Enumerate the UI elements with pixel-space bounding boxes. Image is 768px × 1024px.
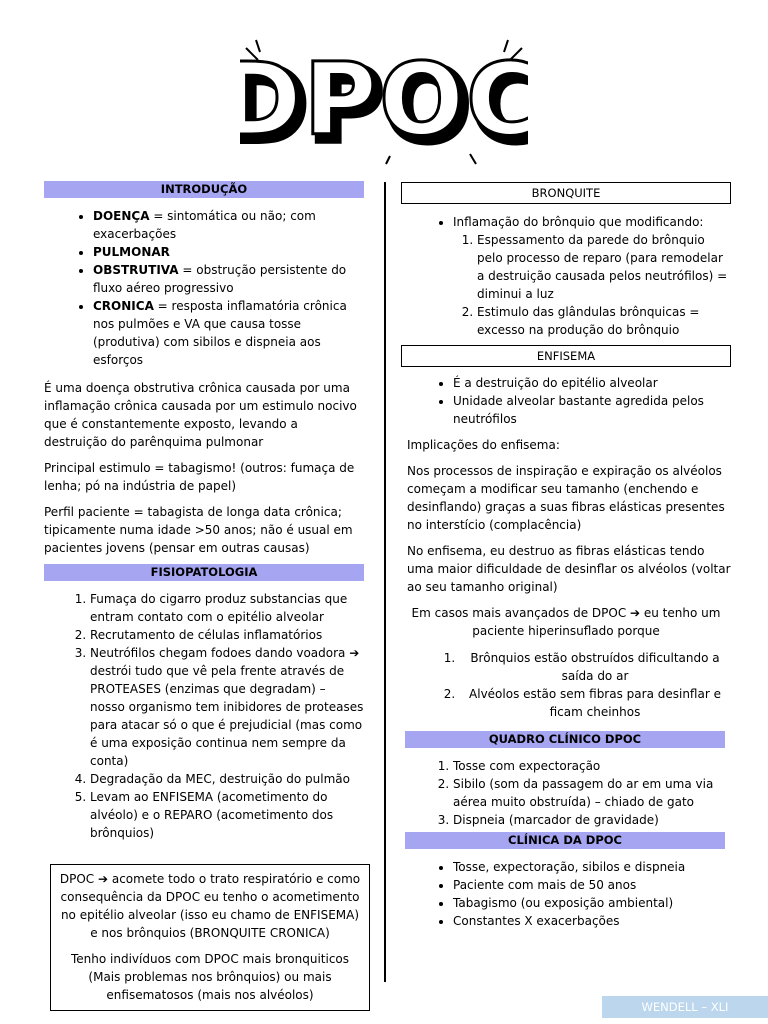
bronquite-sublist — [477, 231, 731, 339]
list-item: • DOENÇA = sintomática ou não; com exacerbações — [93, 207, 364, 243]
fisio-header: FISIOPATOLOGIA — [44, 564, 364, 581]
enfisema-causes — [459, 649, 731, 721]
footer-badge: WENDELL – XLI — [602, 996, 768, 1018]
list-item: • PULMONAR — [93, 243, 364, 261]
list-item: • Constantes X exacerbações — [453, 912, 731, 930]
enfisema-paragraph: Implicações do enfisema: — [407, 438, 560, 452]
list-item: • É a destruição do epitélio alveolar — [453, 374, 731, 392]
list-item: 4. Degradação da MEC, destruição do pulmão — [90, 770, 364, 788]
summary-text: Tenho indivíduos com DPOC mais bronquiticos (Mais problemas nos brônquios) ou mais enfisematosos (mais nos alvéolos) — [70, 952, 350, 1002]
list-item: 2. Recrutamento de células inflamatórios — [90, 626, 364, 644]
summary-box — [50, 864, 370, 1011]
enfisema-list — [453, 374, 731, 428]
title-text: DPOC — [240, 41, 528, 158]
list-item: • Inflamação do brônquio que modificando: 1. Espessamento da parede do brônquio pelo processo de reparo (para remodelar a destruição causada pelos neutrófilos) = diminui a luz 2. Estimulo das glândulas brônquicas = excesso na produção do brônquio — [453, 213, 731, 339]
page-title — [240, 38, 528, 166]
intro-header: INTRODUÇÃO — [44, 181, 364, 198]
intro-list — [93, 207, 364, 369]
dpoc-title-art — [240, 38, 528, 166]
list-item: • Tosse, expectoração, sibilos e dispneia — [453, 858, 731, 876]
intro-paragraph: É uma doença obstrutiva crônica causada por uma inflamação crônica causada por um estimulo nocivo que é constantemente exposto, levando a destruição do parênquima pulmonar — [44, 381, 357, 449]
enfisema-header: ENFISEMA — [401, 345, 731, 367]
summary-text: DPOC ➔ acomete todo o trato respiratório e como consequência da DPOC eu tenho o acometimento no epitélio alveolar (isso eu chamo de ENFISEMA) e nos brônquios (BRONQUITE CRONICA) — [59, 872, 361, 940]
quadro-header: QUADRO CLÍNICO DPOC — [405, 731, 725, 748]
right-column — [401, 182, 731, 930]
list-item: 3. Dispneia (marcador de gravidade) — [453, 811, 731, 829]
list-item: • CRONICA = resposta inflamatória crônica nos pulmões e VA que causa tosse (produtiva) com sibilos e dispneia aos esforços — [93, 297, 364, 369]
list-item: 5. Levam ao ENFISEMA (acometimento do alvéolo) e o REPARO (acometimento dos brônquios) — [90, 788, 364, 842]
bronquite-header: BRONQUITE — [401, 182, 731, 204]
intro-paragraph: Perfil paciente = tabagista de longa data crônica; tipicamente numa idade >50 anos; não é usual em pacientes jovens (pensar em outras causas) — [44, 505, 353, 555]
enfisema-paragraph: Em casos mais avançados de DPOC ➔ eu tenho um paciente hiperinsuflado porque — [411, 606, 721, 638]
title-shadow: DPOC — [240, 47, 528, 164]
list-item: 1. Brônquios estão obstruídos dificultando a saída do ar — [459, 649, 731, 685]
fisio-list — [90, 590, 364, 842]
list-item: 1. Tosse com expectoração — [453, 757, 731, 775]
list-item: 2. Estimulo das glândulas brônquicas = excesso na produção do brônquio — [477, 303, 731, 339]
left-column — [44, 181, 364, 1011]
list-item: 3. Neutrófilos chegam fodoes dando voadora ➔ destrói tudo que vê pela frente através de PROTEASES (enzimas que degradam) – nosso organismo tem inibidores de proteases para atacar só o que é prejudicial (mas como é uma exposição continua nem sempre da conta) — [90, 644, 364, 770]
clinica-list — [453, 858, 731, 930]
bronquite-list — [453, 213, 731, 339]
list-item: • Tabagismo (ou exposição ambiental) — [453, 894, 731, 912]
list-item: • Unidade alveolar bastante agredida pelos neutrófilos — [453, 392, 731, 428]
list-item: 1. Fumaça do cigarro produz substancias que entram contato com o epitélio alveolar — [90, 590, 364, 626]
enfisema-paragraph: No enfisema, eu destruo as fibras elásticas tendo uma maior dificuldade de desinflar os alvéolos (voltar ao seu tamanho original) — [407, 544, 731, 594]
clinica-header: CLÍNICA DA DPOC — [405, 832, 725, 849]
list-item: 2. Sibilo (som da passagem do ar em uma via aérea muito obstruída) – chiado de gato — [453, 775, 731, 811]
quadro-list — [453, 757, 731, 829]
intro-paragraph: Principal estimulo = tabagismo! (outros: fumaça de lenha; pó na indústria de papel) — [44, 461, 355, 493]
list-item: 1. Espessamento da parede do brônquio pelo processo de reparo (para remodelar a destruição causada pelos neutrófilos) = diminui a luz — [477, 231, 731, 303]
enfisema-paragraph: Nos processos de inspiração e expiração os alvéolos começam a modificar seu tamanho (enchendo e desinflando) graças a suas fibras elásticas presentes no interstício (complacência) — [407, 464, 725, 532]
list-item: 2. Alvéolos estão sem fibras para desinflar e ficam cheinhos — [459, 685, 731, 721]
list-item: • Paciente com mais de 50 anos — [453, 876, 731, 894]
column-divider — [384, 182, 386, 982]
list-item: • OBSTRUTIVA = obstrução persistente do fluxo aéreo progressivo — [93, 261, 364, 297]
